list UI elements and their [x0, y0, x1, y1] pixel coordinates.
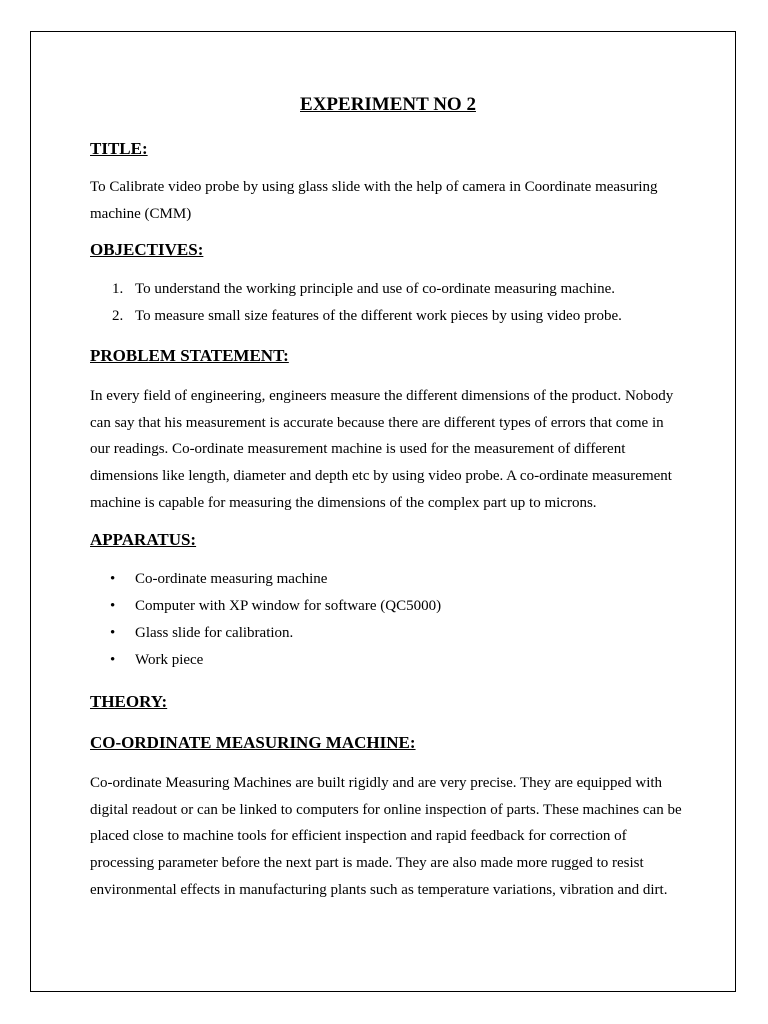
apparatus-text: Work piece: [135, 652, 204, 669]
cmm-heading: CO-ORDINATE MEASURING MACHINE:: [90, 733, 416, 753]
apparatus-text: Co-ordinate measuring machine: [135, 571, 328, 588]
objective-item: [90, 276, 686, 303]
apparatus-text: Computer with XP window for software (QC5000): [135, 598, 442, 615]
bullet-icon: •: [110, 598, 116, 615]
bullet-icon: •: [110, 652, 116, 669]
apparatus-item: [90, 620, 686, 647]
objective-text: To understand the working principle and use of co-ordinate measuring machine.: [135, 281, 616, 298]
objective-item: [90, 303, 686, 330]
objective-text: To measure small size features of the different work pieces by using video probe.: [135, 308, 622, 325]
problem-statement-heading: PROBLEM STATEMENT:: [90, 346, 289, 366]
title-text: To Calibrate video probe by using glass slide with the help of camera in Coordinate measuring machine (CMM): [90, 179, 658, 222]
theory-heading: THEORY:: [90, 692, 168, 712]
apparatus-item: [90, 566, 686, 593]
bullet-icon: •: [110, 625, 116, 642]
apparatus-heading: APPARATUS:: [90, 530, 197, 550]
apparatus-item: [90, 647, 686, 674]
list-number: 2.: [112, 308, 124, 325]
objectives-list: [90, 276, 686, 330]
cmm-text: Co-ordinate Measuring Machines are built rigidly and are very precise. They are equipped with digital readout or can be linked to computers for online inspection of parts. These machines can be placed close to machine tools for efficient inspection and rapid feedback for correction of processing parameter before the next part is made. They are also made more rugged to resist environmental effects in manufacturing plants such as temperature variations, vibration and dirt.: [90, 775, 682, 898]
objectives-heading: OBJECTIVES:: [90, 240, 204, 260]
title-heading: TITLE:: [90, 139, 148, 158]
apparatus-list: [90, 566, 686, 674]
list-number: 1.: [112, 281, 124, 298]
bullet-icon: •: [110, 571, 116, 588]
document-content: [90, 92, 686, 903]
problem-statement-text: In every field of engineering, engineers measure the different dimensions of the product. Nobody can say that his measurement is accurate because there are different types of errors that come in our readings. Co-ordinate measurement machine is used for the measurement of different dimensions like length, diameter and depth etc by using video probe. A co-ordinate measurement machine is capable for measuring the dimensions of the complex part up to microns.: [90, 388, 674, 511]
experiment-title: EXPERIMENT NO 2: [300, 94, 476, 115]
apparatus-item: [90, 593, 686, 620]
apparatus-text: Glass slide for calibration.: [135, 625, 294, 642]
